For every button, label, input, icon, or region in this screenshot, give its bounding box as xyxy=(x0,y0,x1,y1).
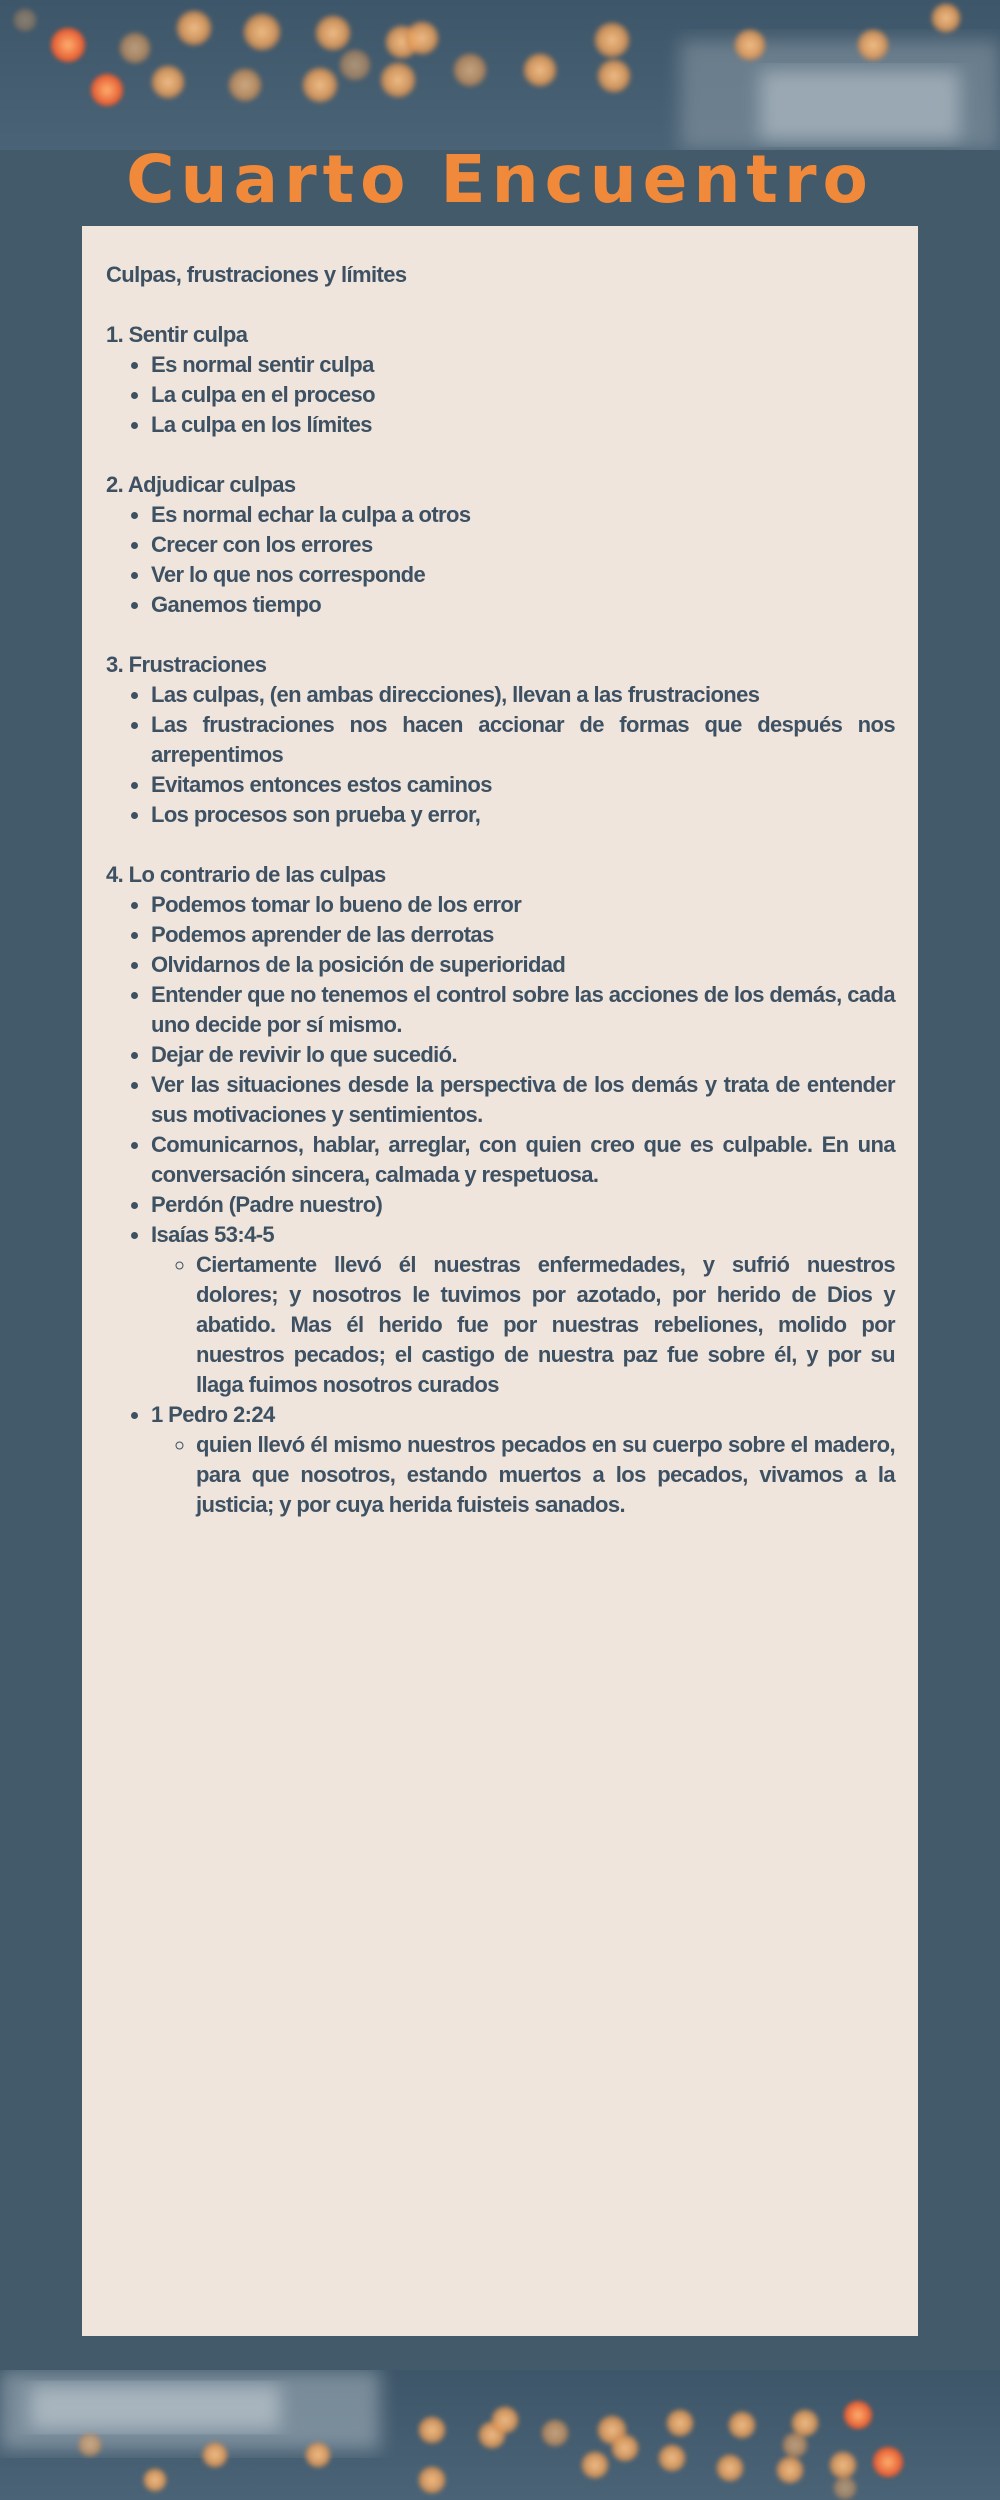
list-item: • Evitamos entonces estos caminos xyxy=(151,770,895,800)
list-item: • Es normal sentir culpa xyxy=(151,350,895,380)
list-item: • Es normal echar la culpa a otros xyxy=(151,500,895,530)
list-item: • Crecer con los errores xyxy=(151,530,895,560)
list-item: • Podemos tomar lo bueno de los error xyxy=(151,890,895,920)
list-item: • La culpa en los límites xyxy=(151,410,895,440)
content-card xyxy=(82,226,918,2336)
sub-bullet-list xyxy=(151,1250,895,1400)
bottom-bokeh-banner xyxy=(0,2370,1000,2500)
list-item: • Olvidarnos de la posición de superioridad xyxy=(151,950,895,980)
verse-text: ◦ quien llevó él mismo nuestros pecados en su cuerpo sobre el madero, para que nosotros, estando muertos a los pecados, vivamos a la justicia; y por cuya herida fuisteis sanados. xyxy=(196,1430,895,1520)
verse-item xyxy=(151,1220,895,1400)
section-heading: 2. Adjudicar culpas xyxy=(106,472,296,497)
bullet-list xyxy=(106,500,895,620)
list-item: • Las frustraciones nos hacen accionar de formas que después nos arrepentimos xyxy=(151,710,895,770)
list-item: • Ver lo que nos corresponde xyxy=(151,560,895,590)
section-heading: 1. Sentir culpa xyxy=(106,322,248,347)
bullet-list xyxy=(106,350,895,440)
page-title: Cuarto Encuentro xyxy=(126,141,874,218)
section-contrario-culpas xyxy=(106,860,895,1520)
list-item: • Las culpas, (en ambas direcciones), llevan a las frustraciones xyxy=(151,680,895,710)
list-item: • Podemos aprender de las derrotas xyxy=(151,920,895,950)
bullet-list xyxy=(106,680,895,830)
bottom-bokeh-image xyxy=(0,2370,1000,2500)
list-item: • Los procesos son prueba y error, xyxy=(151,800,895,830)
list-item: • La culpa en el proceso xyxy=(151,380,895,410)
list-item: • Entender que no tenemos el control sobre las acciones de los demás, cada uno decide por sí mismo. xyxy=(151,980,895,1040)
section-sentir-culpa xyxy=(106,320,895,440)
section-heading: 4. Lo contrario de las culpas xyxy=(106,862,386,887)
top-bokeh-image xyxy=(0,0,1000,150)
verse-reference: 1 Pedro 2:24 xyxy=(151,1402,275,1427)
section-adjudicar-culpas xyxy=(106,470,895,620)
top-bokeh-banner xyxy=(0,0,1000,150)
list-item: • Perdón (Padre nuestro) xyxy=(151,1190,895,1220)
verse-text: ◦ Ciertamente llevó él nuestras enfermedades, y sufrió nuestros dolores; y nosotros le tuvimos por azotado, por herido de Dios y abatido. Mas él herido fue por nuestras rebeliones, molido por nuestros pecados; el castigo de nuestra paz fue sobre él, y por su llaga fuimos nosotros curados xyxy=(196,1250,895,1400)
bullet-list xyxy=(106,890,895,1520)
list-item: • Ganemos tiempo xyxy=(151,590,895,620)
list-item: • Ver las situaciones desde la perspectiva de los demás y trata de entender sus motivaciones y sentimientos. xyxy=(151,1070,895,1130)
sub-bullet-list xyxy=(151,1430,895,1520)
section-frustraciones xyxy=(106,650,895,830)
verse-item xyxy=(151,1400,895,1520)
verse-reference: Isaías 53:4-5 xyxy=(151,1222,275,1247)
list-item: • Comunicarnos, hablar, arreglar, con quien creo que es culpable. En una conversación sincera, calmada y respetuosa. xyxy=(151,1130,895,1190)
page-subtitle: Culpas, frustraciones y límites xyxy=(106,262,407,287)
list-item: • Dejar de revivir lo que sucedió. xyxy=(151,1040,895,1070)
section-heading: 3. Frustraciones xyxy=(106,652,267,677)
